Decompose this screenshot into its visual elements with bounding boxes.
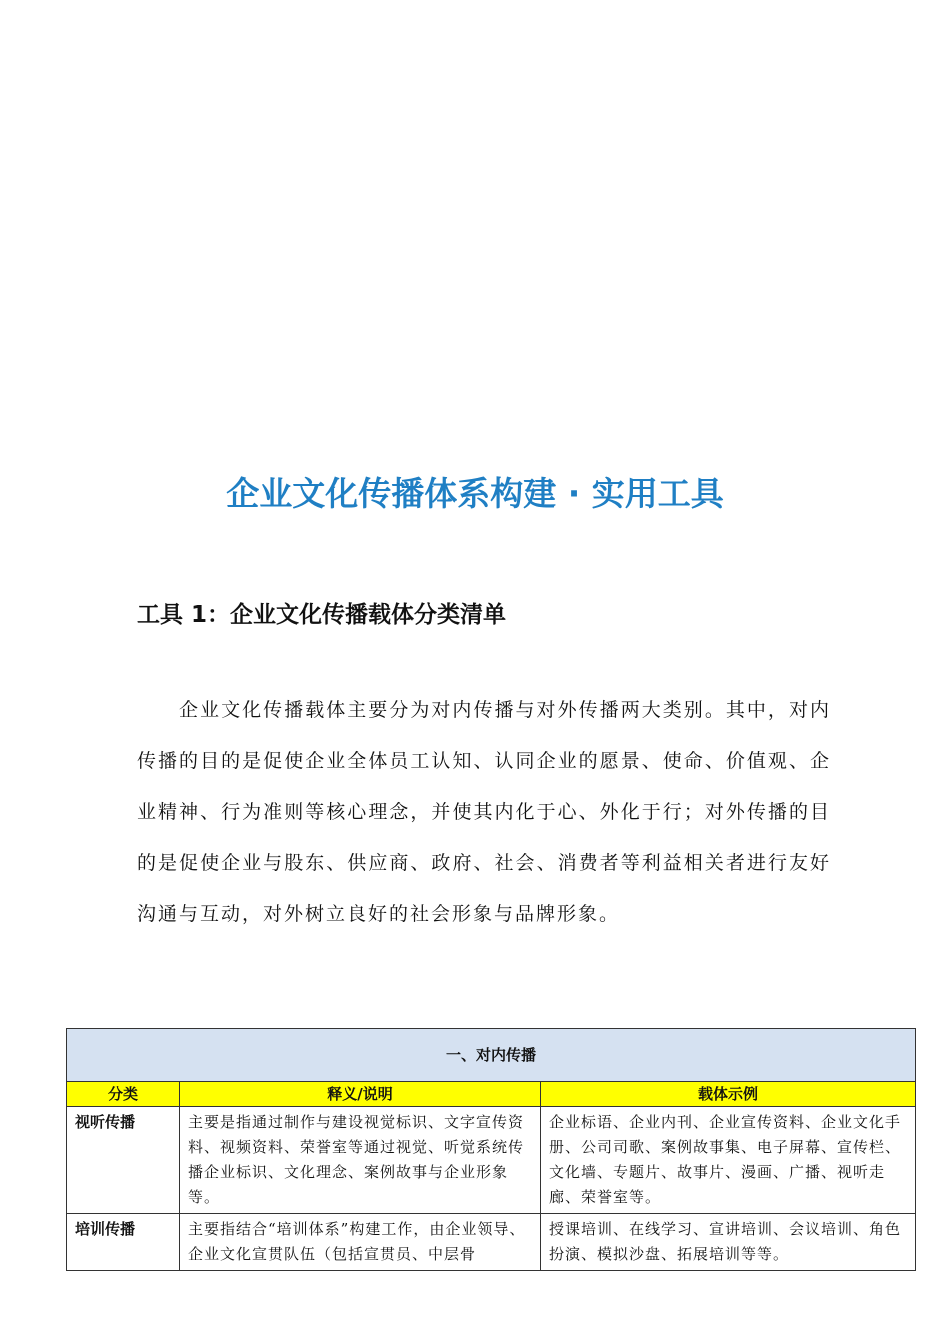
section-title-internal: 一、对内传播 xyxy=(67,1029,916,1082)
row-examples: 企业标语、企业内刊、企业宣传资料、企业文化手册、公司司歌、案例故事集、电子屏幕、宣传栏、文化墙、专题片、故事片、漫画、广播、视听走廊、荣誉室等。 xyxy=(541,1107,916,1214)
document-title: 企业文化传播体系构建 · 实用工具 xyxy=(226,474,724,513)
intro-paragraph: 企业文化传播载体主要分为对内传播与对外传播两大类别。其中，对内传播的目的是促使企业全体员工认知、认同企业的愿景、使命、价值观、企业精神、行为准则等核心理念，并使其内化于心、外化于行；对外传播的目的是促使企业与股东、供应商、政府、社会、消费者等利益相关者进行友好沟通与互动，对外树立良好的社会形象与品牌形象。 xyxy=(137,699,831,925)
header-category: 分类 xyxy=(67,1082,180,1107)
tool-heading: 工具 1：企业文化传播载体分类清单 xyxy=(137,602,507,628)
row-description: 主要是指通过制作与建设视觉标识、文字宣传资料、视频资料、荣誉室等通过视觉、听觉系统传播企业标识、文化理念、案例故事与企业形象等。 xyxy=(180,1107,541,1214)
header-description: 释义/说明 xyxy=(180,1082,541,1107)
row-description: 主要指结合“培训体系”构建工作，由企业领导、企业文化宣贯队伍（包括宣贯员、中层骨 xyxy=(180,1214,541,1271)
table-header-row xyxy=(67,1082,916,1107)
table-row xyxy=(67,1214,916,1271)
carrier-classification-table xyxy=(66,1028,916,1271)
row-category: 培训传播 xyxy=(67,1214,180,1271)
table-row xyxy=(67,1107,916,1214)
row-examples: 授课培训、在线学习、宣讲培训、会议培训、角色扮演、模拟沙盘、拓展培训等等。 xyxy=(541,1214,916,1271)
row-category: 视听传播 xyxy=(67,1107,180,1214)
header-examples: 载体示例 xyxy=(541,1082,916,1107)
